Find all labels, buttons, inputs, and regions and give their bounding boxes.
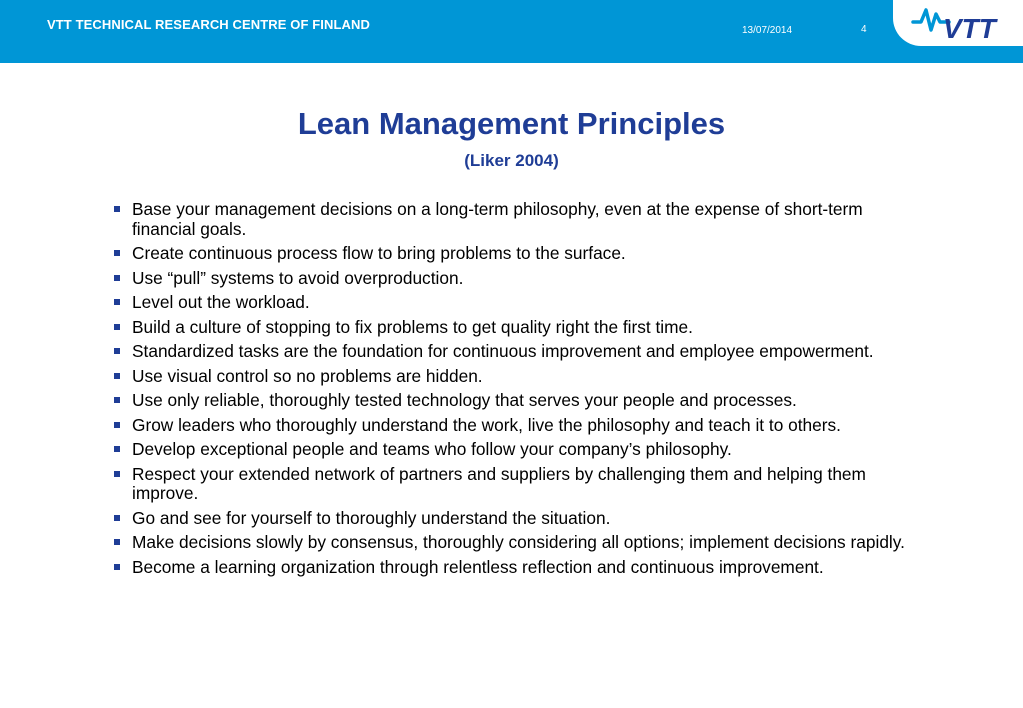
list-item-text: Use “pull” systems to avoid overproduction. [132,267,464,288]
list-item-text: Create continuous process flow to bring problems to the surface. [132,243,626,263]
slide-date: 13/07/2014 [742,25,793,36]
bullet-square-icon [114,373,120,379]
list-item-text: Use only reliable, thoroughly tested technology that serves your people and processes. [132,390,797,410]
page-number: 4 [861,24,867,35]
list-item-text: Standardized tasks are the foundation for continuous improvement and employee empowerment. [132,341,874,361]
bullet-square-icon [114,250,120,256]
list-item [113,440,913,460]
list-item-text: Develop exceptional people and teams who follow your company’s philosophy. [132,439,732,459]
list-item-text: Level out the workload. [132,292,310,312]
list-item [113,533,913,553]
list-item [113,416,913,436]
bullet-square-icon [114,299,120,305]
bullet-square-icon [114,397,120,403]
list-item-text: Become a learning organization through relentless reflection and continuous improvement. [132,556,824,577]
list-item [113,367,913,387]
list-item [113,465,913,504]
vtt-logo-text: VTT [943,13,996,44]
bullet-square-icon [114,515,120,521]
list-item [113,200,913,239]
list-item [113,293,913,313]
slide-title: Lean Management Principles [297,106,726,141]
list-item-text: Base your management decisions on a long-term philosophy, even at the expense of short-term financial goals. [132,199,863,239]
list-item [113,509,913,529]
bullet-square-icon [114,348,120,354]
bullet-square-icon [114,446,120,452]
bullet-square-icon [114,564,120,570]
list-item [113,342,913,362]
vtt-wave-logo-icon [893,0,1023,46]
slide-subtitle: (Liker 2004) [464,151,559,170]
list-item-text: Grow leaders who thoroughly understand the work, live the philosophy and teach it to others. [132,414,841,435]
list-item-text: Go and see for yourself to thoroughly understand the situation. [132,507,611,528]
bullet-square-icon [114,471,120,477]
list-item-text: Use visual control so no problems are hidden. [132,365,483,386]
list-item-text: Make decisions slowly by consensus, thoroughly considering all options; implement decisions rapidly. [132,532,905,552]
vtt-logo [893,0,1023,46]
bullet-square-icon [114,422,120,428]
header-bar [0,0,1023,63]
list-item [113,558,913,578]
bullet-square-icon [114,275,120,281]
list-item-text: Respect your extended network of partners and suppliers by challenging them and helping them improve. [132,463,866,503]
list-item [113,391,913,411]
bullet-square-icon [114,539,120,545]
list-item [113,269,913,289]
list-item [113,244,913,264]
list-item-text: Build a culture of stopping to fix problems to get quality right the first time. [132,316,693,337]
principles-list [113,200,913,582]
organization-name: VTT TECHNICAL RESEARCH CENTRE OF FINLAND [47,17,370,32]
bullet-square-icon [114,206,120,212]
list-item [113,318,913,338]
bullet-square-icon [114,324,120,330]
